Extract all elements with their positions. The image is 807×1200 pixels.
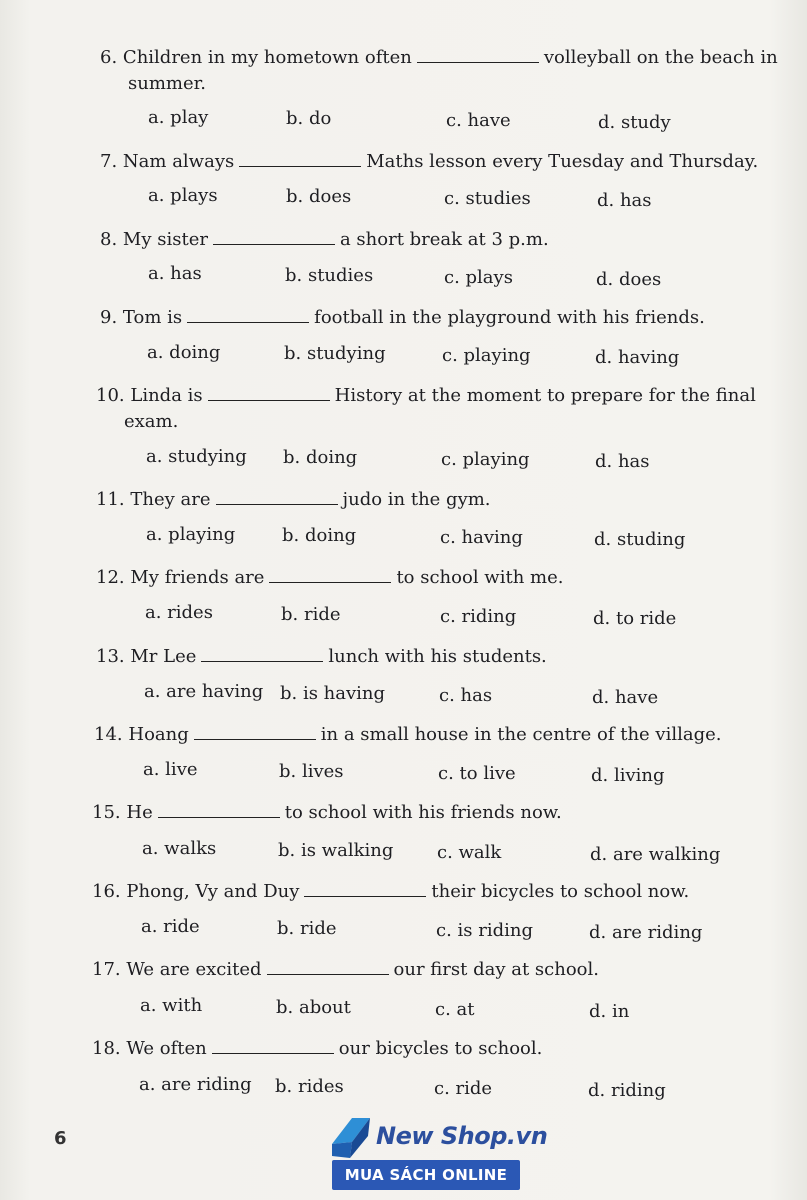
question-11-stem [96, 488, 491, 512]
question-number: 14. [94, 724, 123, 745]
question-text-after: lunch with his students. [328, 646, 547, 667]
option-d[interactable]: d. has [597, 190, 652, 211]
question-text-before: We are excited [126, 959, 262, 980]
option-c[interactable]: c. to live [438, 763, 516, 784]
question-text-after: our first day at school. [393, 959, 599, 980]
question-text-before: Hoang [128, 724, 189, 745]
option-d[interactable]: d. has [595, 451, 650, 472]
option-b[interactable]: b. lives [279, 761, 344, 782]
question-7-stem [100, 150, 758, 174]
option-c[interactable]: c. is riding [436, 920, 533, 941]
option-d[interactable]: d. in [589, 1001, 630, 1022]
option-b[interactable]: b. doing [283, 447, 358, 468]
question-6-continuation: summer. [128, 73, 206, 94]
option-b[interactable]: b. studies [285, 265, 374, 286]
question-text-before: Linda is [130, 385, 203, 406]
option-b[interactable]: b. doing [282, 525, 357, 546]
option-d[interactable]: d. study [598, 112, 671, 133]
question-9-stem [100, 306, 705, 330]
question-number: 7. [100, 151, 118, 172]
question-10-stem [96, 384, 756, 408]
answer-blank[interactable] [212, 1039, 334, 1054]
question-text-after: in a small house in the centre of the village. [320, 724, 722, 745]
option-d[interactable]: d. studing [594, 529, 686, 550]
question-number: 11. [96, 489, 125, 510]
question-number: 15. [92, 802, 121, 823]
question-text-after: judo in the gym. [342, 489, 491, 510]
option-c[interactable]: c. has [439, 685, 493, 706]
answer-blank[interactable] [417, 48, 539, 63]
question-number: 16. [92, 881, 121, 902]
answer-blank[interactable] [239, 152, 361, 167]
answer-blank[interactable] [208, 386, 330, 401]
option-d[interactable]: d. living [591, 765, 665, 786]
question-text-after: to school with me. [396, 567, 564, 588]
option-c[interactable]: c. playing [441, 449, 530, 470]
question-text-before: My sister [122, 229, 208, 250]
question-text-after: volleyball on the beach in [543, 47, 778, 68]
question-number: 12. [96, 567, 125, 588]
question-16-stem [92, 880, 689, 904]
option-a[interactable]: a. has [148, 263, 202, 284]
option-b[interactable]: b. is walking [278, 840, 394, 861]
answer-blank[interactable] [187, 308, 309, 323]
option-b[interactable]: b. ride [281, 604, 341, 625]
question-text-before: My friends are [130, 567, 265, 588]
question-17-stem [92, 958, 599, 982]
option-a[interactable]: a. studying [146, 446, 247, 467]
option-d[interactable]: d. have [592, 687, 659, 708]
question-text-after: our bicycles to school. [338, 1038, 543, 1059]
option-c[interactable]: c. playing [442, 345, 531, 366]
question-10-continuation: exam. [124, 411, 179, 432]
option-d[interactable]: d. are walking [590, 844, 721, 865]
answer-blank[interactable] [267, 960, 389, 975]
book-icon [330, 1114, 374, 1160]
question-text-after: football in the playground with his friends. [314, 307, 705, 328]
option-c[interactable]: c. studies [444, 188, 531, 209]
question-text-before: Tom is [122, 307, 183, 328]
question-number: 17. [92, 959, 121, 980]
question-text-before: We often [126, 1038, 207, 1059]
option-a[interactable]: a. walks [142, 838, 217, 859]
option-d[interactable]: d. does [596, 269, 662, 290]
answer-blank[interactable] [158, 803, 280, 818]
question-text-after: to school with his friends now. [284, 802, 562, 823]
option-c[interactable]: c. have [446, 110, 511, 131]
option-a[interactable]: a. play [148, 107, 209, 128]
option-c[interactable]: c. at [435, 999, 475, 1020]
option-a[interactable]: a. are having [144, 681, 264, 702]
option-b[interactable]: b. about [276, 997, 351, 1018]
option-b[interactable]: b. does [286, 186, 352, 207]
option-d[interactable]: d. to ride [593, 608, 677, 629]
question-12-stem [96, 566, 563, 590]
option-c[interactable]: c. having [440, 527, 523, 548]
question-number: 8. [100, 229, 118, 250]
question-text-before: Nam always [122, 151, 235, 172]
option-d[interactable]: d. riding [588, 1080, 666, 1101]
question-8-stem [100, 228, 549, 252]
option-b[interactable]: b. studying [284, 343, 386, 364]
option-b[interactable]: b. do [286, 108, 332, 129]
option-c[interactable]: c. walk [437, 842, 502, 863]
option-a[interactable]: a. ride [141, 916, 200, 937]
question-number: 18. [92, 1038, 121, 1059]
option-c[interactable]: c. plays [444, 267, 513, 288]
question-18-stem [92, 1037, 542, 1061]
option-d[interactable]: d. are riding [589, 922, 703, 943]
option-b[interactable]: b. is having [280, 683, 386, 704]
answer-blank[interactable] [213, 230, 335, 245]
answer-blank[interactable] [269, 568, 391, 583]
option-c[interactable]: c. ride [434, 1078, 493, 1099]
answer-blank[interactable] [304, 882, 426, 897]
question-text-after: their bicycles to school now. [431, 881, 690, 902]
option-a[interactable]: a. live [143, 759, 198, 780]
question-number: 6. [100, 47, 118, 68]
question-text-before: Phong, Vy and Duy [126, 881, 300, 902]
option-a[interactable]: a. doing [147, 342, 221, 363]
question-text-before: Children in my hometown often [122, 47, 412, 68]
option-a[interactable]: a. playing [146, 524, 236, 545]
option-a[interactable]: a. are riding [139, 1074, 252, 1095]
question-number: 10. [96, 385, 125, 406]
option-b[interactable]: b. ride [277, 918, 337, 939]
question-text-after: a short break at 3 p.m. [339, 229, 549, 250]
option-c[interactable]: c. riding [440, 606, 517, 627]
question-text-before: Mr Lee [130, 646, 197, 667]
newshop-logo[interactable] [330, 1112, 548, 1192]
page-number: 6 [54, 1128, 67, 1149]
question-13-stem [96, 645, 547, 669]
option-d[interactable]: d. having [595, 347, 680, 368]
option-a[interactable]: a. rides [145, 602, 213, 623]
answer-blank[interactable] [216, 490, 338, 505]
question-number: 9. [100, 307, 118, 328]
option-a[interactable]: a. with [140, 995, 203, 1016]
question-number: 13. [96, 646, 125, 667]
question-text-before: They are [130, 489, 211, 510]
option-b[interactable]: b. rides [275, 1076, 344, 1097]
question-text-after: Maths lesson every Tuesday and Thursday. [366, 151, 759, 172]
answer-blank[interactable] [194, 725, 316, 740]
question-text-after: History at the moment to prepare for the final [334, 385, 756, 406]
question-14-stem [94, 723, 722, 747]
logo-name: New Shop.vn [376, 1122, 548, 1150]
logo-tagline: MUA SÁCH ONLINE [332, 1160, 520, 1190]
answer-blank[interactable] [201, 647, 323, 662]
question-6-stem [100, 46, 778, 70]
option-a[interactable]: a. plays [148, 185, 218, 206]
question-15-stem [92, 801, 562, 825]
question-text-before: He [126, 802, 153, 823]
